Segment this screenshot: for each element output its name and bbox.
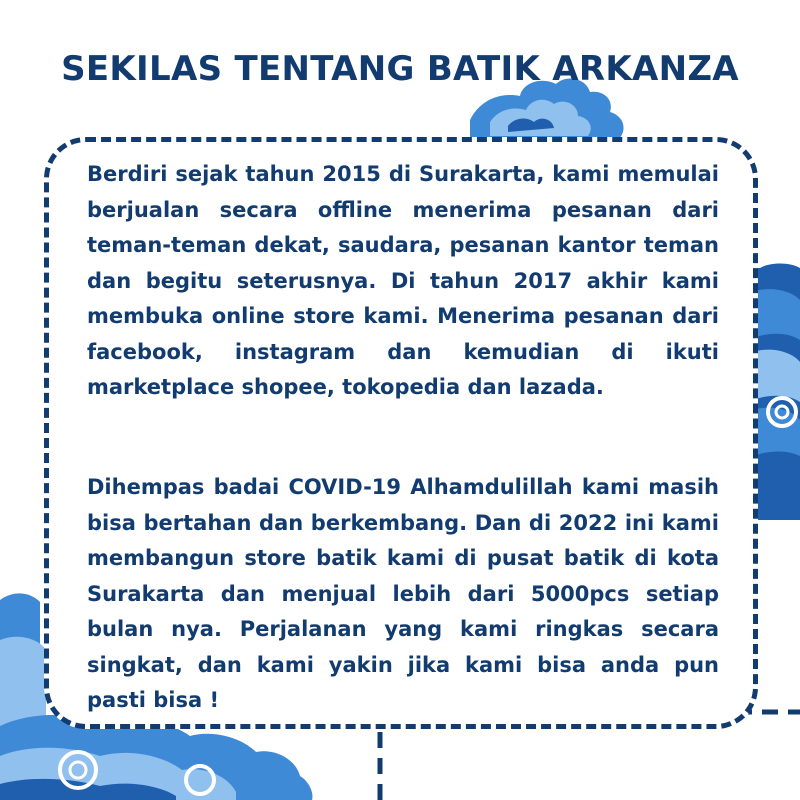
paragraph-covid: Dihempas badai COVID-19 Alhamdulillah kami masih bisa bertahan dan berkembang. Dan di 2022 ini kami membangun store batik kami di pusat batik di kota Surakarta dan menjual lebih dari 5000pcs setiap bulan nya. Perjalanan yang kami ringkas secara singkat, dan kami yakin jika kami bisa anda pun pasti bisa ! bbox=[87, 475, 719, 712]
paragraph-history: Berdiri sejak tahun 2015 di Surakarta, kami memulai berjualan secara offline menerima pesanan dari teman-teman dekat, saudara, pesanan kantor teman dan begitu seterusnya. Di tahun 2017 akhir kami membuka online store kami. Menerima pesanan dari facebook, instagram dan kemudian di ikuti marketplace shopee, tokopedia dan lazada. bbox=[87, 162, 719, 399]
cloud-right-icon bbox=[752, 264, 800, 521]
page-title: SEKILAS TENTANG BATIK ARKANZA bbox=[61, 49, 739, 89]
